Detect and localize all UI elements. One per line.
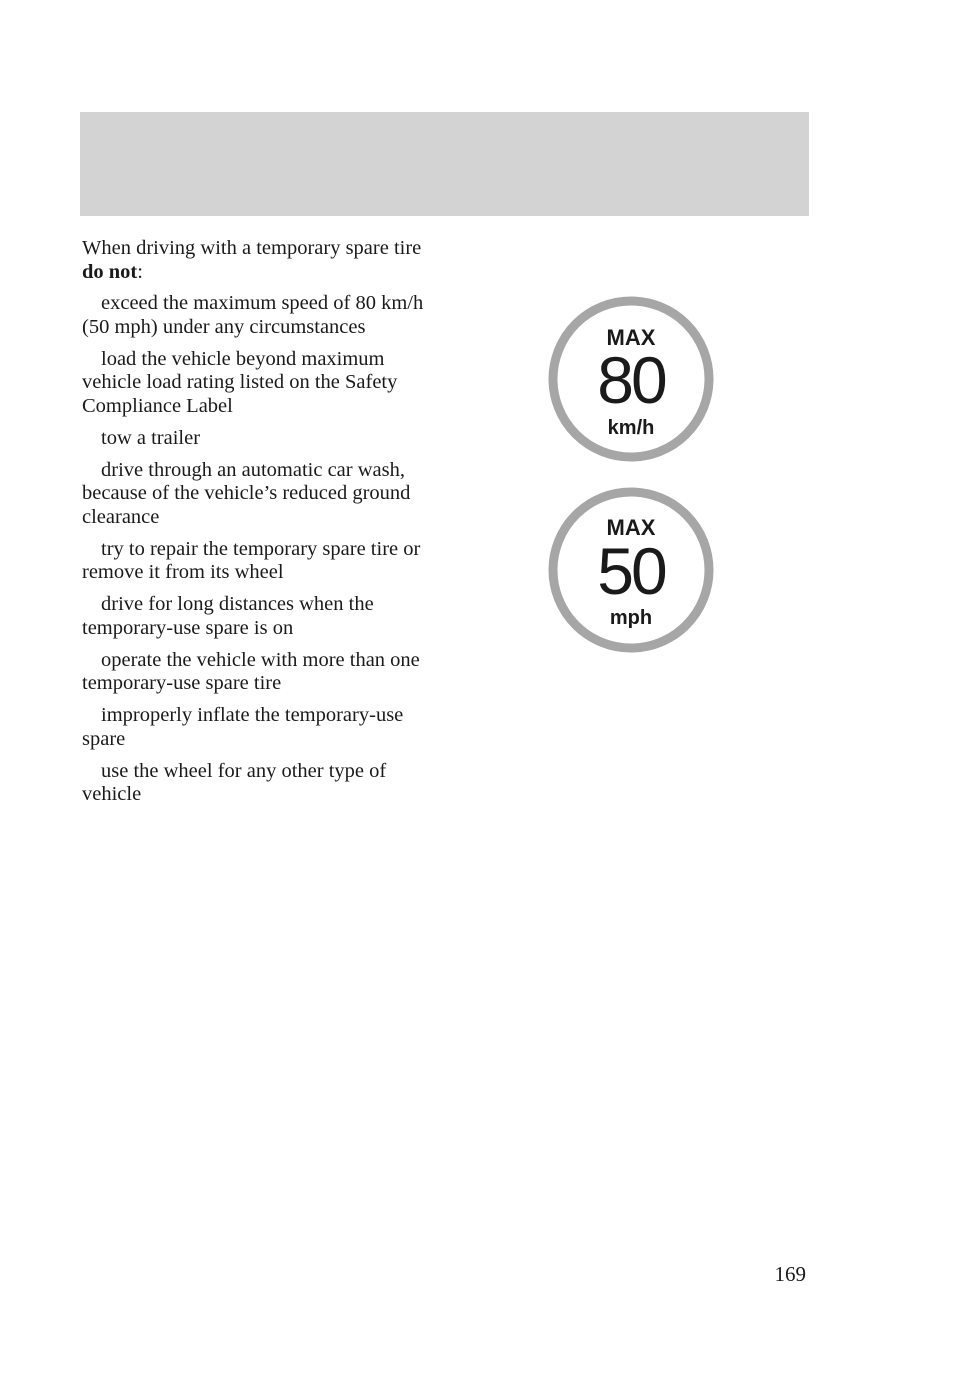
sign-unit-label: mph (609, 607, 653, 629)
page-number: 169 (774, 1262, 806, 1286)
sign-unit-label: km/h (607, 417, 655, 439)
list-item: try to repair the temporary spare tire or remove it from its wheel (82, 537, 421, 583)
speed-limit-sign-kmh-graphic (547, 295, 715, 463)
list-item: improperly inflate the temporary-use spare (82, 704, 404, 750)
sign-max-label: MAX (606, 515, 656, 540)
sign-speed-value: 80 (597, 343, 665, 417)
sign-speed-value: 50 (597, 534, 665, 608)
intro-emphasis: do not (82, 260, 138, 283)
list-item: exceed the maximum speed of 80 km/h (50 mph) under any circumstances (82, 292, 424, 338)
speed-limit-sign-mph (547, 486, 715, 654)
main-text (82, 237, 427, 815)
intro-text: When driving with a temporary spare tire (82, 237, 422, 259)
list-item: drive for long distances when the temporary-use spare is on (82, 593, 374, 639)
list-item: operate the vehicle with more than one temporary-use spare tire (82, 648, 420, 694)
speed-limit-sign-kmh (547, 295, 715, 463)
header-band (80, 112, 809, 216)
sign-max-label: MAX (606, 325, 656, 350)
speed-limit-sign-mph-graphic (547, 486, 715, 654)
list-item: tow a trailer (101, 426, 201, 449)
list-item: use the wheel for any other type of vehicle (82, 759, 387, 805)
list-item: drive through an automatic car wash, because of the vehicle’s reduced ground clearance (82, 458, 411, 528)
intro-paragraph (82, 237, 427, 284)
intro-colon: : (137, 260, 143, 283)
list-item: load the vehicle beyond maximum vehicle load rating listed on the Safety Compliance Label (82, 347, 398, 417)
